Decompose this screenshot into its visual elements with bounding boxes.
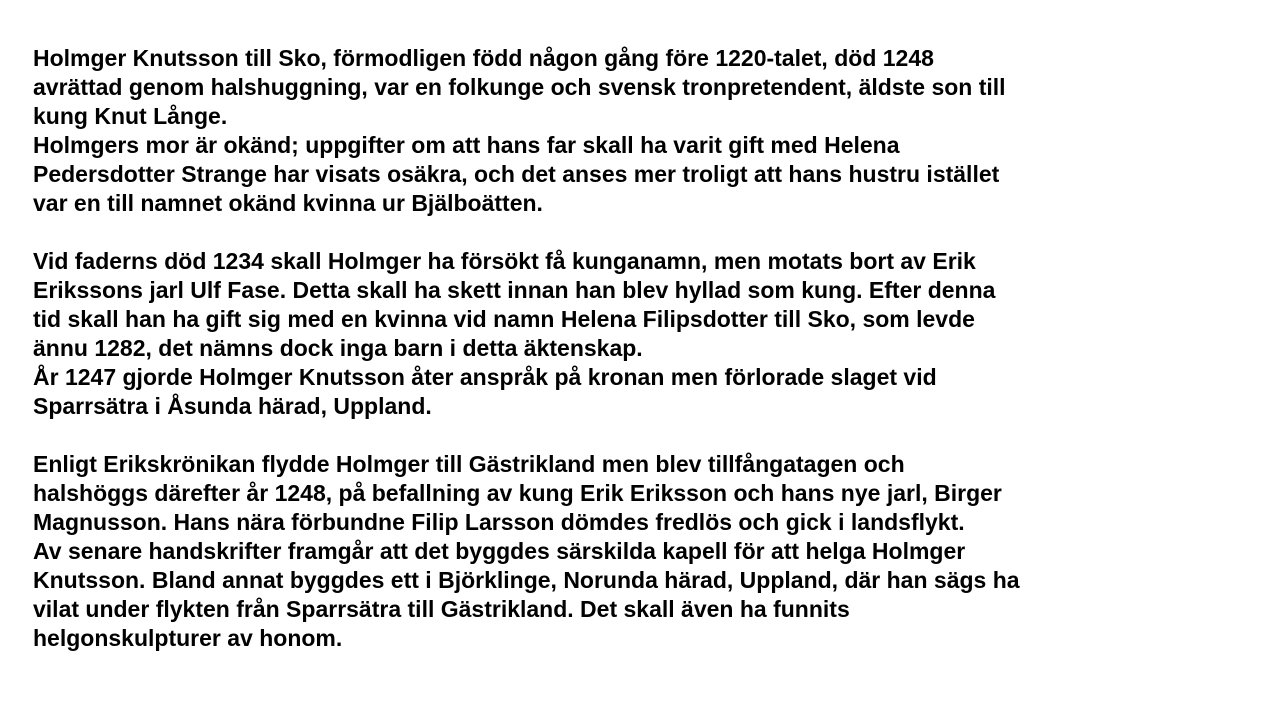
paragraph-mother: [33, 131, 1248, 218]
text-line: vilat under flykten från Sparrsätra till Gästrikland. Det skall även ha funnits: [33, 596, 850, 622]
paragraph-spacer: [33, 421, 1248, 450]
text-line: Sparrsätra i Åsunda härad, Uppland.: [33, 393, 432, 419]
text-line: ännu 1282, det nämns dock inga barn i detta äktenskap.: [33, 335, 643, 361]
text-line: Holmger Knutsson till Sko, förmodligen född någon gång före 1220-talet, död 1248: [33, 45, 934, 71]
paragraph-spacer: [33, 218, 1248, 247]
text-line: Enligt Erikskrönikan flydde Holmger till Gästrikland men blev tillfångatagen och: [33, 451, 905, 477]
paragraph-chapels: [33, 537, 1248, 653]
paragraph-execution: [33, 450, 1248, 537]
text-line: var en till namnet okänd kvinna ur Bjälboätten.: [33, 190, 543, 216]
document-body: [33, 44, 1248, 653]
text-line: tid skall han ha gift sig med en kvinna vid namn Helena Filipsdotter till Sko, som levde: [33, 306, 975, 332]
paragraph-claim: [33, 247, 1248, 363]
text-line: Holmgers mor är okänd; uppgifter om att hans far skall ha varit gift med Helena: [33, 132, 900, 158]
text-line: År 1247 gjorde Holmger Knutsson åter anspråk på kronan men förlorade slaget vid: [33, 364, 937, 390]
text-line: Pedersdotter Strange har visats osäkra, och det anses mer troligt att hans hustru istället: [33, 161, 1000, 187]
text-line: Vid faderns död 1234 skall Holmger ha försökt få kunganamn, men motats bort av Erik: [33, 248, 976, 274]
text-line: halshöggs därefter år 1248, på befallning av kung Erik Eriksson och hans nye jarl, Birger: [33, 480, 1002, 506]
text-line: avrättad genom halshuggning, var en folkunge och svensk tronpretendent, äldste son till: [33, 74, 1006, 100]
text-line: Av senare handskrifter framgår att det byggdes särskilda kapell för att helga Holmger: [33, 538, 966, 564]
text-line: kung Knut Långe.: [33, 103, 228, 129]
paragraph-battle: [33, 363, 1248, 421]
text-line: Erikssons jarl Ulf Fase. Detta skall ha skett innan han blev hyllad som kung. Efter denna: [33, 277, 996, 303]
text-line: Magnusson. Hans nära förbundne Filip Larsson dömdes fredlös och gick i landsflykt.: [33, 509, 965, 535]
text-line: helgonskulpturer av honom.: [33, 625, 343, 651]
paragraph-birth: [33, 44, 1248, 131]
text-line: Knutsson. Bland annat byggdes ett i Björklinge, Norunda härad, Uppland, där han sägs ha: [33, 567, 1020, 593]
